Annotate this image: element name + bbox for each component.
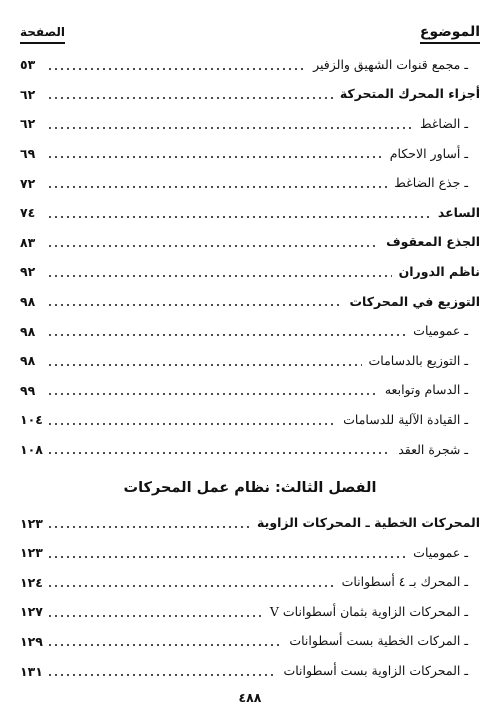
toc-entry-page: ١٢٧ [20,604,43,620]
dot-leader [47,644,282,646]
toc-entry [20,50,480,80]
toc-entry-title: الجذع المعقوف [386,234,480,250]
toc-entry-page: ٩٨ [20,294,36,310]
dot-leader [47,156,383,158]
toc-entry-page: ٨٣ [20,234,36,250]
toc-entry [20,597,480,627]
dot-leader [47,585,335,587]
toc-entry [20,376,480,406]
toc-entry-title: المحركات الخطية ـ المحركات الزاوية [257,515,480,531]
toc-entry [20,405,480,435]
toc-entry-title: ـ أساور الاحكام [389,145,468,161]
dot-leader [47,423,336,425]
toc-entry-title: ـ الضاغط [420,115,468,131]
toc-entry-title: ناظم الدوران [398,263,480,279]
toc-entry [20,80,480,110]
toc-header [20,18,480,44]
toc-entry-page: ٧٤ [20,205,36,221]
dot-leader [47,68,306,70]
dot-leader [47,216,431,218]
dot-leader [47,393,378,395]
toc-entry-title: ـ التوزيع بالدسامات [368,352,468,368]
toc-entry-title: ـ عموميات [413,544,468,560]
toc-entry-title: ـ المحركات الزاوية بثمان أسطوانات V [269,603,468,619]
toc-list [20,50,480,686]
toc-group-b [20,508,480,686]
toc-entry-title: ـ عموميات [413,323,468,339]
dot-leader [47,674,276,676]
toc-entry-page: ٦٢ [20,116,36,132]
dot-leader [47,526,250,528]
toc-entry-page: ٦٩ [20,146,36,162]
toc-entry-page: ١٢٩ [20,633,43,649]
dot-leader [47,275,392,277]
toc-entry [20,538,480,568]
dot-leader [47,245,379,247]
toc-entry [20,508,480,538]
toc-entry-page: ٩٨ [20,323,36,339]
dot-leader [47,127,413,129]
dot-leader [47,615,263,617]
topic-column-label: الموضوع [420,23,480,44]
toc-entry [20,287,480,317]
toc-entry-page: ١٠٨ [20,442,43,458]
toc-entry [20,656,480,686]
toc-group-a [20,50,480,464]
toc-entry-title: التوزيع في المحركات [349,293,480,309]
toc-entry [20,346,480,376]
toc-entry [20,627,480,657]
toc-entry-title: ـ المحرك بـ ٤ أسطوانات [341,574,468,590]
toc-entry-page: ٩٩ [20,382,36,398]
toc-entry-title: ـ مجمع قنوات الشهيق والزفير [313,56,468,72]
toc-entry-title: الساعد [437,204,480,220]
toc-entry [20,168,480,198]
toc-entry-page: ٩٢ [20,264,36,280]
chapter-heading [20,464,480,508]
toc-entry-page: ١٣١ [20,663,43,679]
page-number: ٤٨٨ [238,690,262,705]
toc-entry [20,139,480,169]
toc-entry-page: ٩٨ [20,353,36,369]
dot-leader [47,556,406,558]
page-column-label: الصفحة [20,23,65,44]
toc-entry-title: ـ القيادة الآلية للدسامات [343,411,468,427]
dot-leader [47,304,342,306]
toc-entry [20,228,480,258]
toc-entry-page: ٥٣ [20,57,36,73]
toc-entry-title: ـ المركات الخطية بست أسطوانات [289,633,468,649]
toc-entry-title: ـ المحركات الزاوية بست أسطوانات [283,663,468,679]
toc-entry-page: ١٢٣ [20,515,43,531]
toc-entry-title: ـ شجرة العقد [398,441,468,457]
toc-entry [20,435,480,465]
chapter-title: الفصل الثالث: نظام عمل المحركات [123,480,377,497]
toc-entry [20,316,480,346]
toc-entry [20,109,480,139]
toc-entry-page: ٦٢ [20,86,36,102]
toc-entry-title: ـ جذع الضاغط [394,175,468,191]
toc-entry [20,568,480,598]
dot-leader [47,334,406,336]
toc-entry-title: أجزاء المحرك المتحركة [339,86,480,102]
toc-entry-title: ـ الدسام وتوابعه [384,382,468,398]
toc-entry [20,198,480,228]
dot-leader [47,452,391,454]
toc-entry-page: ٧٢ [20,175,36,191]
dot-leader [47,186,387,188]
toc-entry-page: ١٠٤ [20,412,43,428]
toc-entry [20,257,480,287]
dot-leader [47,97,333,99]
toc-entry-page: ١٢٤ [20,574,43,590]
toc-entry-page: ١٢٣ [20,545,43,561]
dot-leader [47,364,362,366]
